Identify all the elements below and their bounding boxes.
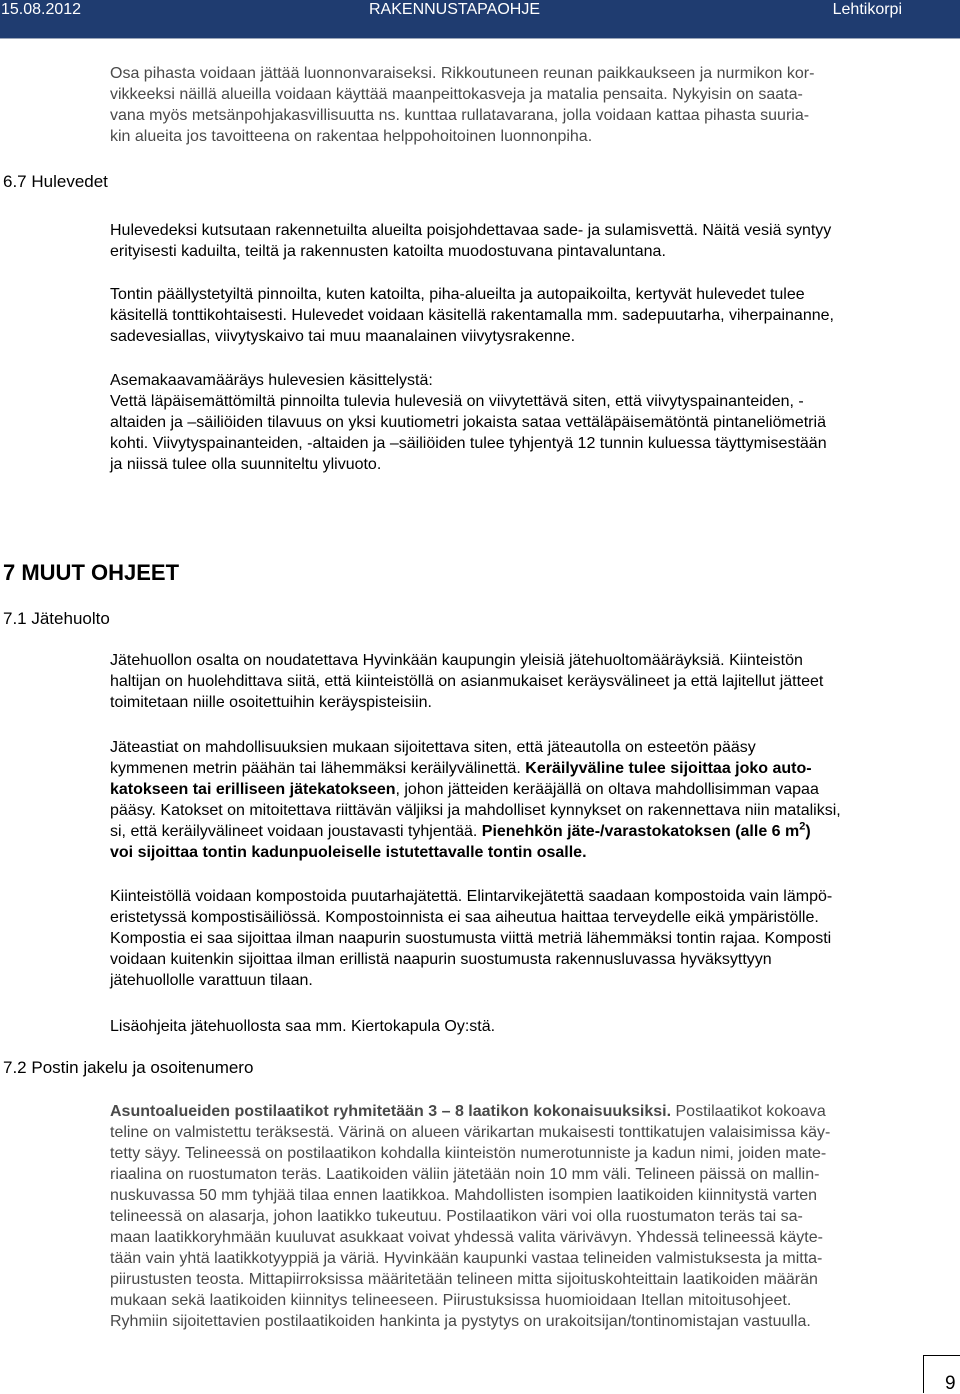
jatehuolto-paragraph-4: Lisäohjeita jätehuollosta saa mm. Kiertokapula Oy:stä. xyxy=(110,1018,496,1035)
text-line: haltijan on huolehdittava siitä, että kiinteistöllä on asianmukaiset keräysvälineet ja että lajitellut jätteet xyxy=(110,673,824,690)
text-line: Asemakaavamääräys hulevesien käsittelystä: xyxy=(110,372,433,389)
intro-line: kin alueita jos tavoitteena on rakentaa helppohoitoinen luonnonpiha. xyxy=(110,128,593,145)
header-title: RAKENNUSTAPAOHJE xyxy=(369,1,540,18)
text-span: Postilaatikot kokoava xyxy=(671,1103,826,1120)
jatehuolto-paragraph-3 xyxy=(110,886,950,991)
text-line: toimitetaan niille osoitettuihin keräyspisteisiin. xyxy=(110,694,432,711)
hulevedet-paragraph-1 xyxy=(110,220,950,262)
text-line: tetty säyy. Telineessä on postilaatikon kohdalla kiinteistön numerotunniste ja kadun nimi, joiden mate- xyxy=(110,1145,827,1162)
text-line: piirustusten teosta. Mittapiirroksissa määritetään telineen mitta sijoituskohteittain laatikoiden määrän xyxy=(110,1271,818,1288)
text-line xyxy=(110,821,950,842)
bold-text: katokseen tai erilliseen jätekatokseen xyxy=(110,781,396,798)
text-line: Kompostia ei saa sijoittaa ilman naapurin suostumusta viittä metriä lähemmäksi tontin rajaa. Komposti xyxy=(110,930,832,947)
text-line: Jätehuollon osalta on noudatettava Hyvinkään kaupungin yleisiä jätehuoltomääräyksiä. Kiinteistön xyxy=(110,652,803,669)
hulevedet-paragraph-2 xyxy=(110,284,950,347)
text-line: käsitellä tonttikohtaisesti. Hulevedet voidaan käsitellä rakentamalla mm. sadepuutarha, viherpainanne, xyxy=(110,307,834,324)
posti-paragraph xyxy=(110,1101,950,1332)
text-line: mukaan sekä laatikoiden kiinnitys telineeseen. Piirustuksissa huomioidaan Itellan mitoitusohjeet. xyxy=(110,1292,792,1309)
bold-span: Pienehkön jäte-/varastokatoksen (alle 6 m xyxy=(481,823,800,840)
text-line: telineessä on alasarja, johon laatikko tukeutuu. Postilaatikon väri voi olla ruostumaton teräs tai sa- xyxy=(110,1208,803,1225)
text-line: kohti. Viivytyspainanteiden, -altaiden ja –säiliöiden tulee tyhjentyä 12 tunnin kuluessa täyttymisestään xyxy=(110,435,827,452)
text-line: Jäteastiat on mahdollisuuksien mukaan sijoitettava siten, että jäteautolla on esteetön pääsy xyxy=(110,739,756,756)
header-divider xyxy=(0,38,960,39)
text-line: Kiinteistöllä voidaan kompostoida puutarhajätettä. Elintarvikejätettä saadaan kompostoida vain lämpö- xyxy=(110,888,833,905)
section-heading-7-2: 7.2 Postin jakelu ja osoitenumero xyxy=(3,1058,254,1077)
page-header xyxy=(0,0,960,39)
section-heading-7-1: 7.1 Jätehuolto xyxy=(3,609,110,628)
bold-text: voi sijoittaa tontin kadunpuoleiselle istutettavalle tontin osalle. xyxy=(110,844,587,861)
intro-line: vana myös metsänpohjakasvillisuutta ns. kunttaa rullatavarana, jolla voidaan kattaa pihasta suuria- xyxy=(110,107,810,124)
header-author: Lehtikorpi xyxy=(832,1,902,18)
text-line: Hulevedeksi kutsutaan rakennetuilta alueilta poisjohdettavaa sade- ja sulamisvettä. Näitä vesiä syntyy xyxy=(110,222,832,239)
section-heading-6-7: 6.7 Hulevedet xyxy=(3,172,108,191)
text-line: ja niissä tulee olla suunniteltu ylivuoto. xyxy=(110,456,382,473)
text-line: Vettä läpäisemättömiltä pinnoilta tulevia hulevesiä on viivytettävä siten, että viivytyspainanteiden, - xyxy=(110,393,804,410)
page-number: 9 xyxy=(945,1373,956,1394)
text-line: teline on valmistettu teräksestä. Värinä on alueen värikartan mukaisesti tonttikatujen valaisimissa käy- xyxy=(110,1124,831,1141)
text-line: maan laatikkoryhmään kuuluvat asukkaat voivat yhdessä valita värivävyn. Yhdessä telineessä käyte- xyxy=(110,1229,823,1246)
text-line xyxy=(110,842,950,863)
chapter-heading-7: 7 MUUT OHJEET xyxy=(3,560,180,585)
text-line: Tontin päällystetyiltä pinnoilta, kuten katoilta, piha-alueilta ja autopaikoilta, kertyvät hulevedet tulee xyxy=(110,286,805,303)
text-line: Ryhmiin sijoitettavien postilaatikoiden hankinta ja pystytys on urakoitsijan/tontinomistajan vastuulla. xyxy=(110,1313,811,1330)
jatehuolto-paragraph-1 xyxy=(110,650,950,713)
superscript: 2 xyxy=(799,820,806,833)
text-line: jätehuollolle varattuun tilaan. xyxy=(110,972,313,989)
bold-text: Keräilyväline tulee sijoittaa joko auto- xyxy=(525,760,812,777)
text-line xyxy=(110,779,950,800)
text-line: eristetyssä kompostisäiliössä. Kompostoinnista ei saa aiheutua haittaa terveydelle eikä ympäristölle. xyxy=(110,909,819,926)
text-line: tään vain yhtä laatikkotyyppiä ja väriä. Hyvinkään kaupunki vastaa telineiden valmistuksesta ja mitta- xyxy=(110,1250,823,1267)
text-span: , johon jätteiden kerääjällä on oltava mahdollisimman vapaa xyxy=(395,781,819,798)
text-line xyxy=(110,758,950,779)
jatehuolto-paragraph-2 xyxy=(110,737,950,863)
text-span: kymmenen metrin päähän tai lähemmäksi keräilyvälinettä. xyxy=(110,760,526,777)
text-line: voidaan kuitenkin sijoittaa ilman erillistä naapurin suostumusta rakennusluvassa hyväksyttyyn xyxy=(110,951,772,968)
intro-line: vikkeeksi näillä alueilla voidaan käyttää maanpeittokasveja ja matalia pensaita. Nykyisin on saata- xyxy=(110,86,803,103)
text-line: altaiden ja –säiliöiden tilavuus on yksi kuutiometri jokaista sataa vettäläpäisemätöntä pintaneliömetriä xyxy=(110,414,826,431)
text-span: si, että keräilyvälineet voidaan joustavasti tyhjentää. xyxy=(110,823,482,840)
text-line: pääsy. Katokset on mitoitettava riittävän väljiksi ja mahdolliset kynnykset on rakennettava niin mataliksi, xyxy=(110,802,841,819)
bold-text: Asuntoalueiden postilaatikot ryhmitetään 3 – 8 laatikon kokonaisuuksiksi. xyxy=(110,1103,672,1120)
bold-text xyxy=(481,820,811,840)
text-line: sadevesiallas, viivytyskaivo tai muu maanalainen viivytysrakenne. xyxy=(110,328,576,345)
text-line: erityisesti kaduilta, teiltä ja rakennusten katoilta muodostuvana pintavaluntana. xyxy=(110,243,666,260)
bold-span: ) xyxy=(805,823,811,840)
text-line xyxy=(110,1101,950,1122)
intro-paragraph xyxy=(110,63,950,147)
intro-line: Osa pihasta voidaan jättää luonnonvaraiseksi. Rikkoutuneen reunan paikkaukseen ja nurmikon kor- xyxy=(110,65,815,82)
text-line: nuskuvassa 50 mm tyhjää tilaa ennen laatikkoa. Mahdollisten isompien laatikoiden kiinnitystä varten xyxy=(110,1187,818,1204)
header-date: 15.08.2012 xyxy=(1,1,82,18)
text-line: riaalina on ruostumaton teräs. Laatikoiden väliin jätetään noin 10 mm väli. Telineen päissä on mallin- xyxy=(110,1166,820,1183)
hulevedet-regulation xyxy=(110,370,950,475)
